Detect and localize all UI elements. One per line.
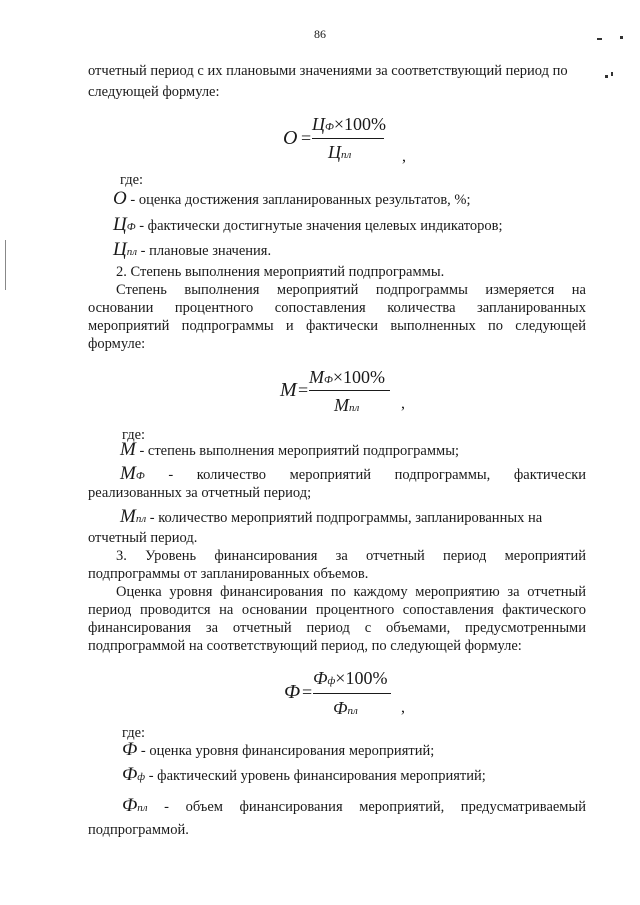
text-line: период проводится на основании процентного сопоставления фактического <box>88 602 586 618</box>
text-line: основании процентного сопоставления количества запланированных <box>88 300 586 316</box>
page-number: 86 <box>314 27 326 41</box>
text-line: Степень выполнения мероприятий подпрограммы измеряется на <box>116 282 586 298</box>
section-3-title: 3. Уровень финансирования за отчетный период мероприятий <box>116 548 586 564</box>
definition-ff: Фф - фактический уровень финансирования мероприятий; <box>122 764 486 785</box>
definition-mpl: Мпл - количество мероприятий подпрограммы, запланированных на <box>120 506 543 527</box>
text-line: подпрограммой. <box>88 822 189 838</box>
definition-cpl: Цпл - плановые значения. <box>113 239 272 260</box>
text-line: следующей формуле: <box>88 84 220 100</box>
formula-denominator: Мпл <box>334 395 360 415</box>
formula-equals: = <box>301 128 312 148</box>
scan-mark <box>5 240 6 290</box>
formula-numerator: ЦФ×100% <box>312 114 387 134</box>
definition-m: М - степень выполнения мероприятий подпрограммы; <box>120 439 459 460</box>
fraction-bar <box>309 390 390 391</box>
text-line: отчетный период. <box>88 530 198 546</box>
formula-numerator: МФ×100% <box>309 367 386 387</box>
text-line: где: <box>120 172 144 188</box>
definition-cf: ЦФ - фактически достигнутые значения целевых индикаторов; <box>113 214 503 235</box>
formula-denominator: Фпл <box>333 698 358 718</box>
text-line: финансирования за отчетный период с объемами, предусмотренными <box>88 620 586 636</box>
formula-numerator: Фф×100% <box>313 668 388 688</box>
formula-lhs: М <box>280 379 297 401</box>
text-line: реализованных за отчетный период; <box>88 485 312 501</box>
text-line: где: <box>122 427 146 443</box>
formula-lhs: О <box>283 127 298 149</box>
formula-comma: , <box>401 699 405 716</box>
formula-equals: = <box>298 380 309 400</box>
text-line: подпрограммы от запланированных объемов. <box>88 566 369 582</box>
scan-mark <box>620 36 623 39</box>
fraction-bar <box>313 693 391 694</box>
definition-f: Ф - оценка уровня финансирования мероприятий; <box>122 739 435 760</box>
formula-comma: , <box>401 395 405 412</box>
scan-mark <box>597 38 602 40</box>
fraction-bar <box>312 138 384 139</box>
text-line: формуле: <box>88 336 146 352</box>
text-line: мероприятий подпрограммы и фактически выполненных по следующей <box>88 318 586 334</box>
definition-mf: МФ - количество мероприятий подпрограммы, фактически <box>120 463 586 484</box>
definition-o: О - оценка достижения запланированных результатов, %; <box>113 188 471 209</box>
text-line: подпрограммой на соответствующий период, по следующей формуле: <box>88 638 522 654</box>
section-2-title: 2. Степень выполнения мероприятий подпрограммы. <box>116 264 445 280</box>
formula-comma: , <box>402 148 406 165</box>
text-line: Оценка уровня финансирования по каждому мероприятию за отчетный <box>116 584 586 600</box>
definition-fpl: Фпл - объем финансирования мероприятий, предусматриваемый <box>122 795 586 816</box>
formula-denominator: Цпл <box>328 142 352 162</box>
formula-equals: = <box>302 682 313 702</box>
text-line: где: <box>122 725 146 741</box>
formula-lhs: Ф <box>284 681 301 703</box>
scan-mark <box>611 72 613 76</box>
text-line: отчетный период с их плановыми значениями за соответствующий период по <box>88 63 568 79</box>
scan-mark <box>605 75 608 78</box>
